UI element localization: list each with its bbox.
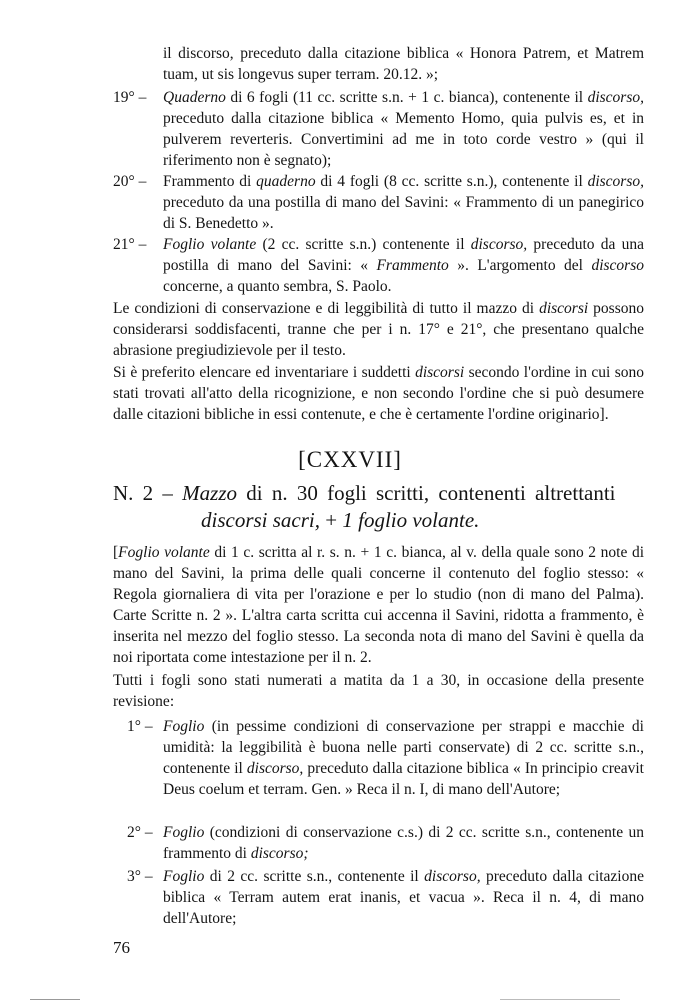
entry-number: 21° – bbox=[113, 236, 147, 253]
foglio-volante-paragraph: [Foglio volante di 1 c. scritta al r. s. n. + 1 c. bianca, al v. della quale sono 2 note di mano del Savini, la prima delle quali concerne il contenuto del foglio stesso: « Regola giornaliera di vita per l'orazione e per lo studio (non di mano del Palma). Carte Scritte n. 2 ». L'altra carta scritta cui accenna il Savini, ridotta a frammento, è inserita nel mezzo del foglio stesso. La seconda nota di mano del Savini è quella da noi riportata come intestazione per il n. 2. bbox=[113, 544, 644, 666]
numbering-paragraph: Tutti i fogli sono stati numerati a matita da 1 a 30, in occasione della presente revisione: bbox=[113, 672, 644, 710]
entry-text: il discorso, preceduto dalla citazione biblica « Honora Patrem, et Matrem tuam, ut sis longevus super terram. 20.12. »; bbox=[163, 45, 644, 83]
entry-text: Foglio (in pessime condizioni di conservazione per strappi e macchie di umidità: la leggibilità è buona nelle parti conservate) di 2 cc. scritte s.n., contenente il discorso, preceduto dalla citazione biblica « In principio creavit Deus coelum et terram. Gen. » Reca il n. I, di mano dell'Autore; bbox=[163, 718, 644, 798]
section-title: N. 2 – Mazzo di n. 30 fogli scritti, contenenti altrettanti discorsi sacri, + 1 foglio volante. bbox=[113, 481, 616, 532]
order-paragraph: Si è preferito elencare ed inventariare i suddetti discorsi secondo l'ordine in cui sono stati trovati all'atto della ricognizione, e non secondo l'ordine che si può desumere dalle citazioni bibliche in essi contenute, e che è certamente l'ordine originario]. bbox=[113, 364, 644, 423]
scan-edge-mark bbox=[30, 999, 80, 1000]
entry-number: 3° – bbox=[127, 868, 153, 885]
entry-21 bbox=[113, 234, 644, 297]
list-item bbox=[113, 822, 644, 864]
entry-text: Foglio (condizioni di conservazione c.s.) di 2 cc. scritte s.n., contenente un frammento di discorso; bbox=[163, 824, 644, 862]
scan-edge-mark bbox=[500, 999, 620, 1000]
entry-number: 1° – bbox=[127, 718, 153, 735]
entry-number: 2° – bbox=[127, 824, 153, 841]
entry-18-continuation bbox=[113, 43, 644, 85]
section-heading: [CXXVII] bbox=[298, 447, 402, 472]
entry-text: Foglio di 2 cc. scritte s.n., contenente il discorso, preceduto dalla citazione biblica « Terram autem erat inanis, et vacua ». Reca il n. 4, di mano dell'Autore; bbox=[163, 868, 644, 927]
list-item bbox=[113, 866, 644, 929]
entry-text: Frammento di quaderno di 4 fogli (8 cc. scritte s.n.), contenente il discorso, preceduto da una postilla di mano del Savini: « Frammento di un panegirico di S. Benedetto ». bbox=[163, 173, 644, 232]
list-item bbox=[113, 716, 644, 800]
entry-text: Quaderno di 6 fogli (11 cc. scritte s.n. + 1 c. bianca), contenente il discorso, preceduto dalla citazione biblica « Memento Homo, quia pulvis es, et in pulverem reverteris. Convertimini ad me in toto corde vestro » (qui il riferimento non è segnato); bbox=[163, 89, 644, 169]
entry-number: 20° – bbox=[113, 173, 147, 190]
page-number: 76 bbox=[113, 938, 130, 957]
entry-19 bbox=[113, 87, 644, 171]
entry-20 bbox=[113, 171, 644, 234]
entry-number: 19° – bbox=[113, 89, 147, 106]
conservation-paragraph: Le condizioni di conservazione e di leggibilità di tutto il mazzo di discorsi possono considerarsi soddisfacenti, tranne che per i n. 17° e 21°, che presentano qualche abrasione pregiudizievole per il testo. bbox=[113, 300, 644, 359]
entry-text: Foglio volante (2 cc. scritte s.n.) contenente il discorso, preceduto da una postilla di mano del Savini: « Frammento ». L'argomento del discorso concerne, a quanto sembra, S. Paolo. bbox=[163, 236, 645, 295]
